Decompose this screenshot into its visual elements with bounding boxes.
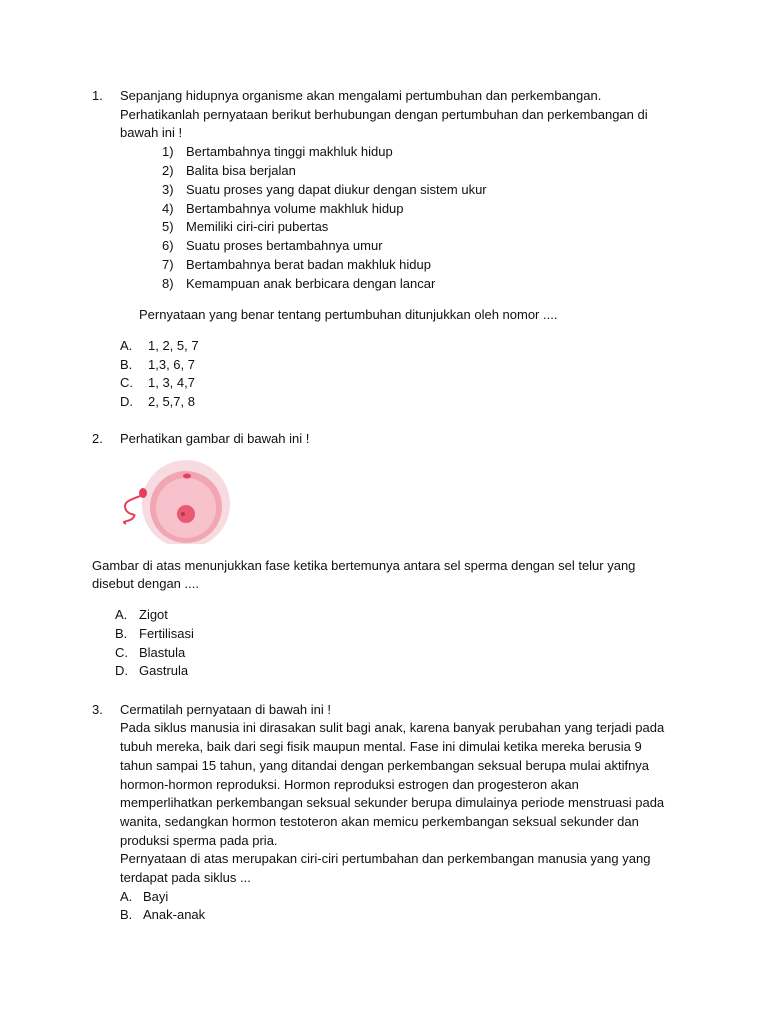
q1-option-letter: A. [120,338,133,353]
q3-line: Pada siklus manusia ini dirasakan sulit bagi anak, karena banyak perubahan yang terjadi pada [120,720,665,735]
q1-statement-number: 4) [162,201,174,216]
q2-question-line: Gambar di atas menunjukkan fase ketika bertemunya antara sel sperma dengan sel telur yang [92,558,636,573]
egg-and-sperm-illustration [100,460,284,544]
q3-line: produksi sperma pada pria. [120,833,278,848]
q2-number: 2. [92,431,103,446]
q1-option-letter: B. [120,357,133,372]
nucleolus [181,512,185,516]
q2-option-letter: B. [115,626,128,641]
sperm-tail [124,496,140,524]
q3-line: Cermatilah pernyataan di bawah ini ! [120,702,332,717]
q1-statement-number: 3) [162,182,174,197]
q2-option-a: Zigot [139,607,168,622]
q1-option-d: 2, 5,7, 8 [148,394,195,409]
q2-option-b: Fertilisasi [139,626,194,641]
q2-stem: Perhatikan gambar di bawah ini ! [120,431,310,446]
q3-number: 3. [92,702,103,717]
q1-option-b: 1,3, 6, 7 [148,357,195,372]
fertilization-image [100,460,284,544]
q1-statement-text: Memiliki ciri-ciri pubertas [186,219,329,234]
q2-question-line: disebut dengan .... [92,576,199,591]
egg-nucleus [177,505,195,523]
q1-statement-number: 1) [162,144,174,159]
q3-line: hormon-hormon reproduksi. Hormon reproduksi estrogen dan progesteron akan [120,777,579,792]
q3-line: Pernyataan di atas merupakan ciri-ciri pertumbahan dan perkembangan manusia yang yang [120,851,651,866]
q1-statement-number: 8) [162,276,174,291]
q3-option-b: Anak-anak [143,907,206,922]
q3-option-letter: B. [120,907,133,922]
q1-option-a: 1, 2, 5, 7 [148,338,199,353]
q2-option-c: Blastula [139,645,186,660]
q1-stem-line: Sepanjang hidupnya organisme akan mengalami pertumbuhan dan perkembangan. [120,88,602,103]
q2-option-letter: D. [115,663,128,678]
q1-statement-text: Bertambahnya tinggi makhluk hidup [186,144,393,159]
q1-statement-text: Bertambahnya volume makhluk hidup [186,201,404,216]
q1-stem-line: Perhatikanlah pernyataan berikut berhubungan dengan pertumbuhan dan perkembangan di [120,107,648,122]
q3-line: wanita, sedangkan hormon testoteron akan memicu perkembangan seksual sekunder dan [120,814,639,829]
q1-option-letter: D. [120,394,133,409]
q1-statement-text: Balita bisa berjalan [186,163,296,178]
q3-line: memperlihatkan perkembangan seksual sekunder berupa dimulainya periode menstruasi pada [120,795,665,810]
q3-option-a: Bayi [143,889,169,904]
q1-statement-number: 5) [162,219,174,234]
q3-line: tahun sampai 15 tahun, yang ditandai dengan perkembangan seksual berupa mulai aktifnya [120,758,650,773]
q2-option-d: Gastrula [139,663,189,678]
q1-statement-text: Suatu proses bertambahnya umur [186,238,383,253]
q1-option-letter: C. [120,375,133,390]
q1-statement-text: Bertambahnya berat badan makhluk hidup [186,257,431,272]
q1-statement-text: Kemampuan anak berbicara dengan lancar [186,276,436,291]
q1-number: 1. [92,88,103,103]
q3-option-letter: A. [120,889,133,904]
q1-stem-line: bawah ini ! [120,125,183,140]
q1-statement-number: 6) [162,238,174,253]
q1-option-c: 1, 3, 4,7 [148,375,195,390]
q3-line: tubuh mereka, baik dari segi fisik maupun mental. Fase ini dimulai ketika mereka berusia 9 [120,739,642,754]
q1-statement-number: 2) [162,163,174,178]
q2-option-letter: C. [115,645,128,660]
q2-option-letter: A. [115,607,128,622]
q1-question: Pernyataan yang benar tentang pertumbuhan ditunjukkan oleh nomor .... [139,307,558,322]
q1-statement-number: 7) [162,257,174,272]
q3-line: terdapat pada siklus ... [120,870,251,885]
q1-statement-text: Suatu proses yang dapat diukur dengan sistem ukur [186,182,487,197]
sperm-head-top [183,474,191,479]
